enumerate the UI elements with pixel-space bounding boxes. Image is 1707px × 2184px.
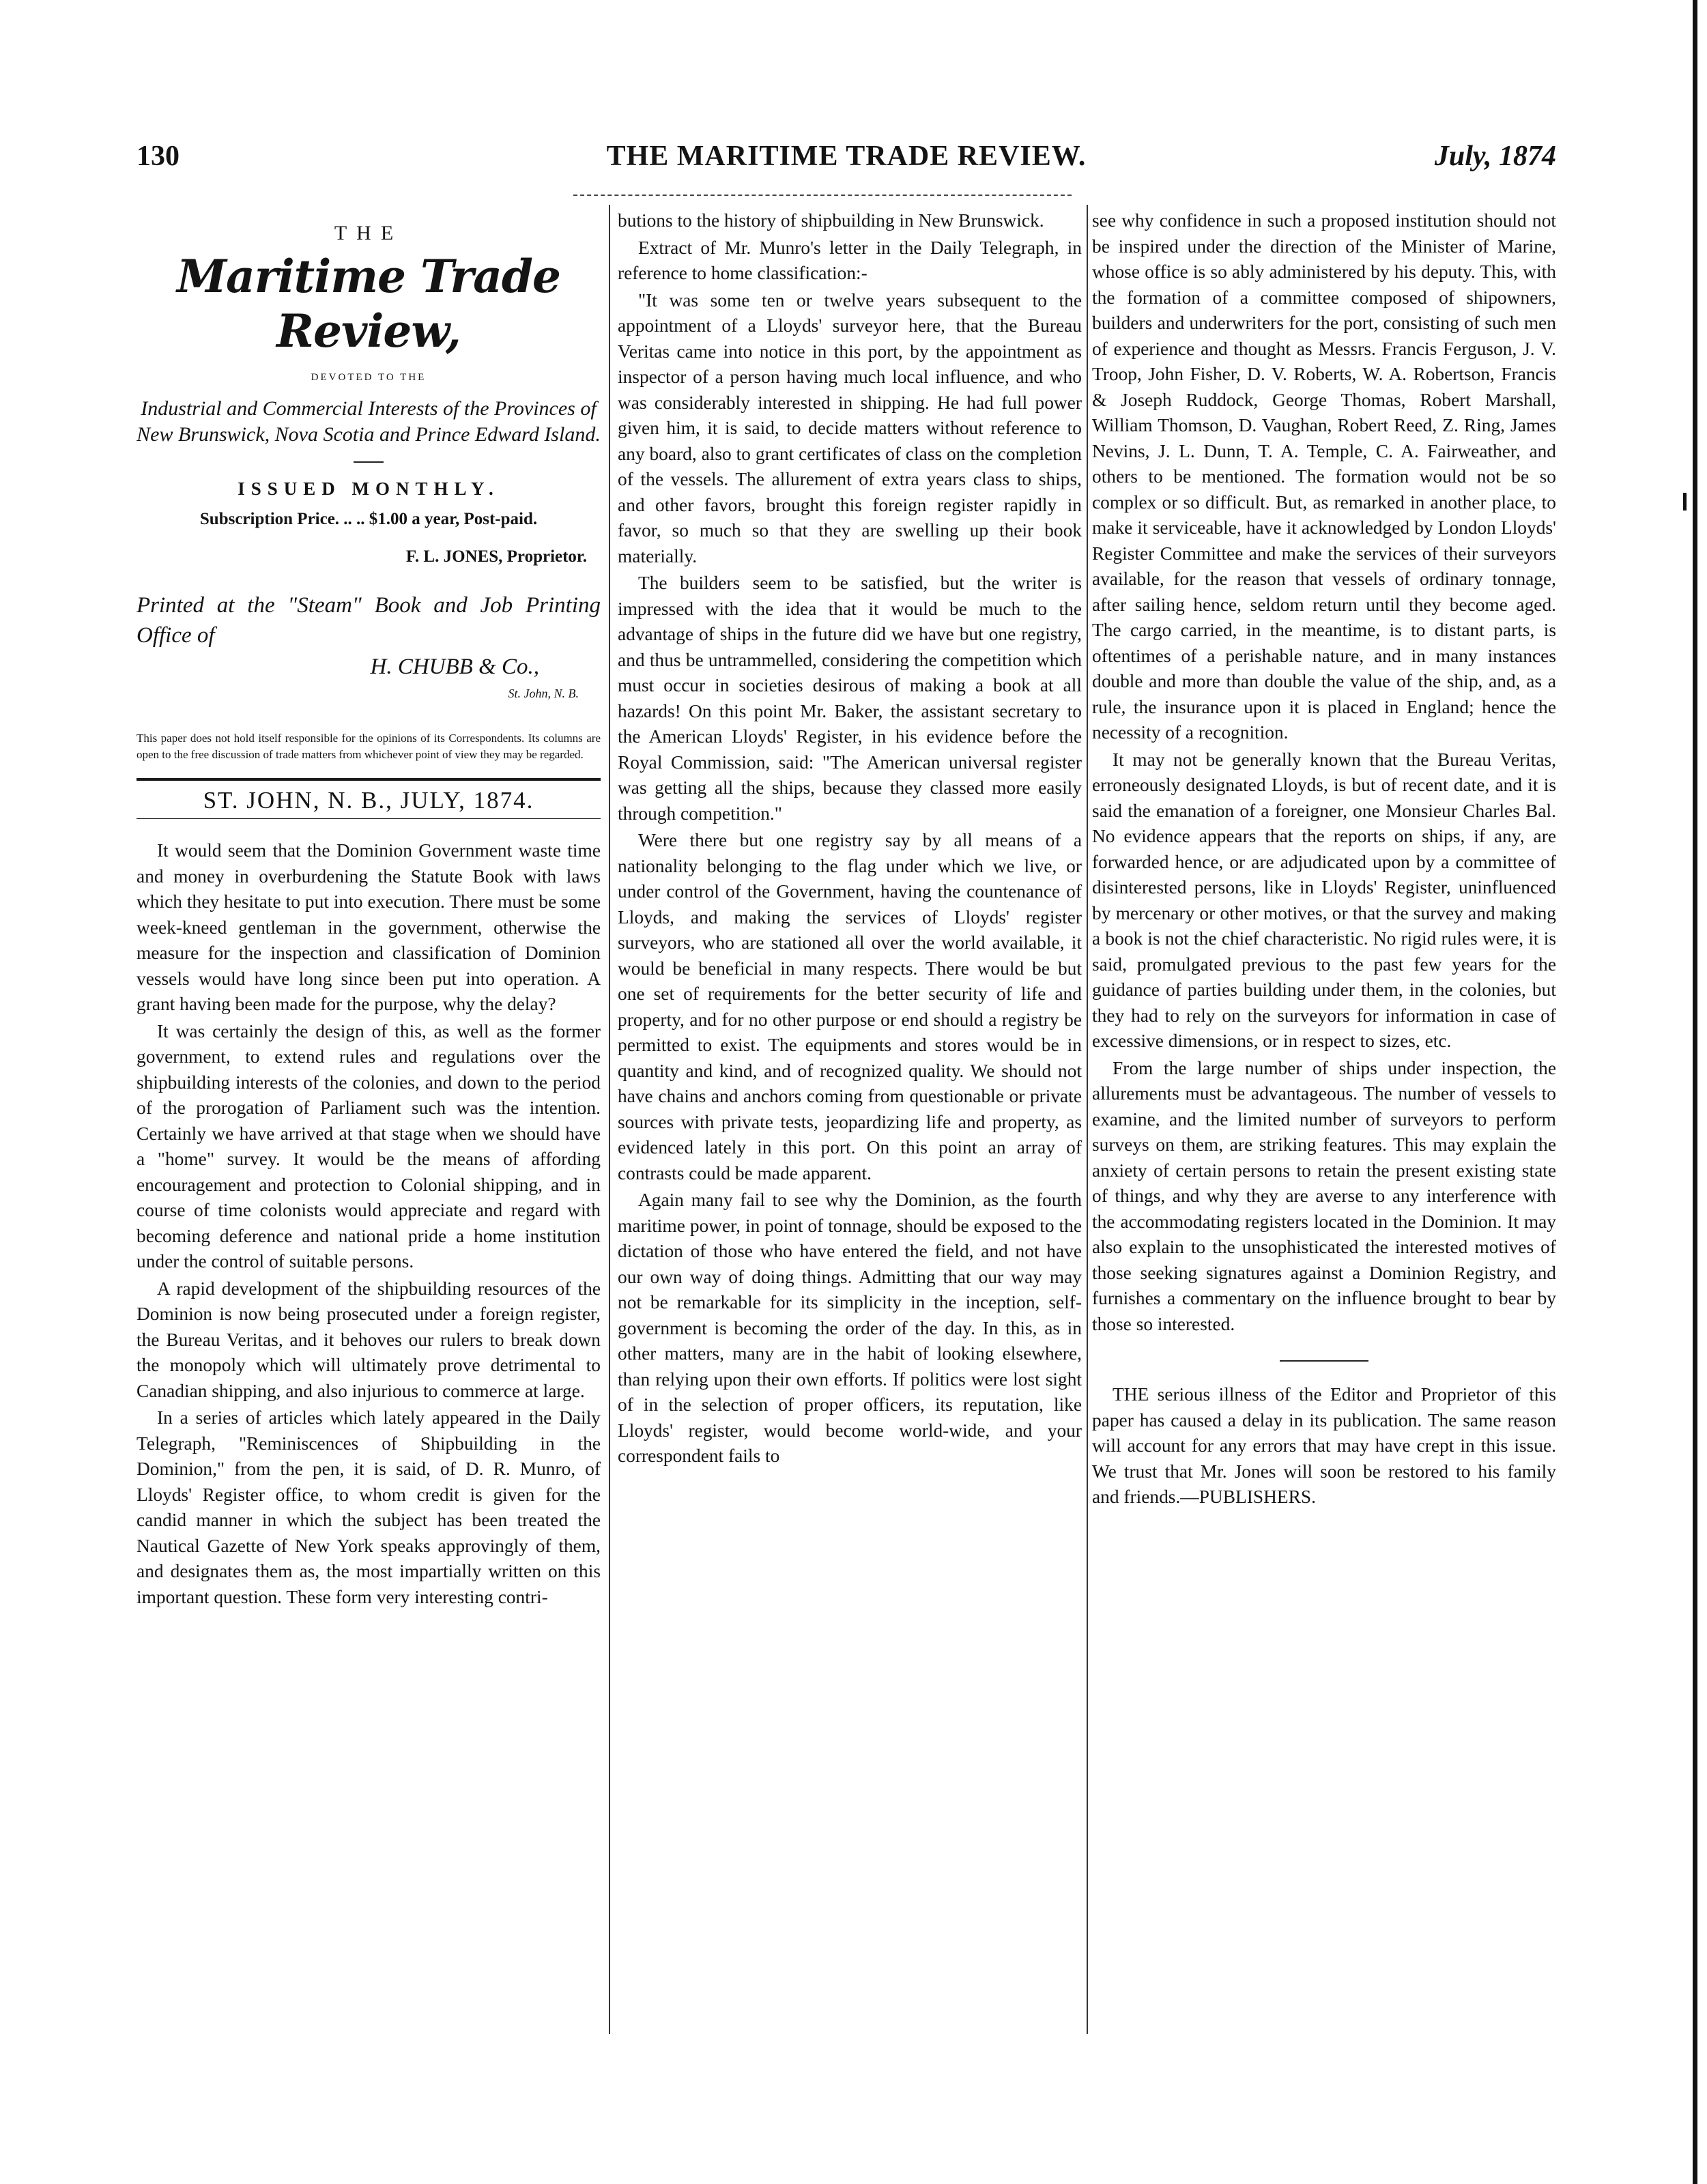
scan-edge-bar (1693, 0, 1697, 2184)
masthead-rule (354, 461, 384, 463)
issue-date: July, 1874 (1434, 141, 1556, 172)
article-paragraph: butions to the history of shipbuilding in New Brunswick. (618, 210, 1044, 231)
article-quote: "It was some ten or twelve years subsequent to the appointment of a Lloyds' surveyor here, that the Bureau Veritas came into notice in this port, by the appointment as inspector of a person having much local influence, and who was considerably interested in shipping. He had full power given him, it is said, to decide matters without reference to any board, also to grant certificates of class on the completion of the vessels. The allurement of extra years class to ships, and other favors, brought this foreign register rapidly in favor, so much so that they are swelling up their book materially. (618, 289, 1082, 566)
journal-title: THE MARITIME TRADE REVIEW. (606, 141, 1087, 172)
masthead (137, 220, 601, 570)
article-paragraph: It may not be generally known that the Bureau Veritas, erroneously designated Lloyds, is but of recent date, and it is said the emanation of a foreigner, one Monsieur Charles Bal. No evidence appears that the reports on ships, if any, are forwarded hence, or are adjudicated upon by a committee of disinterested persons, like in Lloyds' Register, uninfluenced by mercenary or other motives, or that the survey and making a book is not the chief characteristic. No rigid rules were, it is said, promulgated previous to the past few years for the guidance of parties building under them, in the colonies, but they had to rely on the surveyors for information in case of excessive dimensions, or in respect to sizes, etc. (1092, 749, 1556, 1051)
article-paragraph: Extract of Mr. Munro's letter in the Daily Telegraph, in reference to home classification:- (618, 237, 1082, 283)
masthead-issued: ISSUED MONTHLY. (238, 478, 500, 499)
masthead-the: THE (334, 222, 403, 244)
column-middle (618, 208, 1082, 2037)
printer-name: H. CHUBB & Co., (370, 654, 539, 679)
column-left (137, 208, 601, 2037)
article-paragraph: In a series of articles which lately appeared in the Daily Telegraph, "Reminiscences of Shipbuilding in the Dominion," from the pen, it is said, of D. R. Munro, of Lloyds' Register office, to whom credit is given for the candid manner in which the subject has been treated the Nautical Gazette of New York speaks approvingly of them, and designates them as, the most impartially written on this important question. These form very interesting contri- (137, 1407, 601, 1607)
running-header (137, 140, 1556, 188)
dateline: ST. JOHN, N. B., JULY, 1874. (203, 786, 534, 814)
page-number: 130 (137, 141, 180, 172)
publishers-notice: THE serious illness of the Editor and Proprietor of this paper has caused a delay in its publication. The same reason will account for any errors that may have crept in this issue. We trust that Mr. Jones will soon be restored to his family and friends.—PUBLISHERS. (1092, 1384, 1556, 1507)
article-paragraph: From the large number of ships under inspection, the allurements must be advantageous. The number of vessels to examine, and the limited number of surveyors to perform surveys on them, are striking features. This may explain the anxiety of certain persons to retain the present existing state of things, and why they are averse to any interference with the accommodating registers located in the Dominion. It may also explain to the unsophisticated the interested motives of those seeking signatures against a Dominion Registry, and furnishes a commentary on the influence brought to bear by those so interested. (1092, 1057, 1556, 1334)
scan-edge-mark (1683, 493, 1687, 511)
masthead-price: Subscription Price. .. .. $1.00 a year, Post-paid. (199, 509, 538, 528)
dateline-rule (137, 778, 601, 781)
article-paragraph: It was certainly the design of this, as well as the former government, to extend rules and regulations over the shipbuilding interests of the colonies, and down to the period of the prorogation of Parliament such was the intention. Certainly we have arrived at that stage when we should have a "home" survey. It would be the means of affording encouragement and protection to Colonial shipping, and in course of time colonists would appreciate and regard with becoming deference and national pride a home institution under the control of suitable persons. (137, 1020, 601, 1271)
masthead-name: Maritime Trade Review, (176, 249, 561, 358)
article-paragraph: A rapid development of the shipbuilding resources of the Dominion is now being prosecuted under a foreign register, the Bureau Veritas, and it behoves our rulers to break down the monopoly which will ultimately prove detrimental to Canadian shipping, and also injurious to commerce at large. (137, 1278, 601, 1401)
article-paragraph: see why confidence in such a proposed institution should not be inspired under the direction of the Minister of Marine, whose office is so ably administered by his deputy. This, with the formation of a committee composed of shipowners, builders and underwriters for the port, consisting of such men of experience and thought as Messrs. Francis Ferguson, J. V. Troop, John Fisher, D. V. Roberts, W. A. Robertson, Francis & Joseph Ruddock, George Thomas, Robert Marshall, William Thomson, D. Vaughan, Robert Reed, Z. Ring, James Nevins, J. L. Dunn, T. A. Temple, C. A. Fairweather, and others to be mentioned. The formation would not be so complex or so difficult. But, as remarked in another place, to make it serviceable, have it acknowledged by London Lloyds' Register Committee and make the services of their surveyors available, for the reason that vessels of ordinary tonnage, after sailing hence, seldom return until they become aged. The cargo carried, in the meantime, is to distant parts, is oftentimes of a perishable nature, and in many instances double and more than double the value of the ship, and, as a rule, the insurance upon it is placed in England; hence the necessity of a recognition. (1092, 210, 1556, 743)
masthead-devoted: DEVOTED TO THE (311, 371, 427, 383)
disclaimer: This paper does not hold itself responsible for the opinions of its Correspondents. Its columns are open to the free discussion of trade matters from whichever point of view they may be regarded. (137, 731, 601, 761)
column-divider (1087, 205, 1088, 2034)
notice-rule (1280, 1360, 1368, 1362)
printer-city: St. John, N. B. (508, 687, 579, 700)
masthead-proprietor: F. L. JONES, Proprietor. (405, 547, 587, 566)
header-rule (573, 195, 1072, 196)
article-paragraph: It would seem that the Dominion Government waste time and money in overburdening the Statute Book with laws which they hesitate to put into execution. There must be some week-kneed gentleman in the government, otherwise the measure for the inspection and classification of Dominion vessels would have long since been put into operation. A grant having been made for the purpose, why the delay? (137, 840, 601, 1014)
printed-at: Printed at the "Steam" Book and Job Printing Office of (137, 592, 601, 648)
column-divider (609, 205, 610, 2034)
masthead-interests: Industrial and Commercial Interests of the Provinces of New Brunswick, Nova Scotia and Prince Edward Island. (137, 397, 601, 446)
article-paragraph: Again many fail to see why the Dominion, as the fourth maritime power, in point of tonnage, should be exposed to the dictation of those who have entered the field, and not have our own way of doing things. Admitting that our way may not be remarkable for its simplicity in the inception, self-government is becoming the order of the day. In this, as in other matters, many are in the habit of looking elsewhere, than relying upon their own efforts. If politics were lost sight of in the selection of proper officers, its reputation, like Lloyds' register, would become world-wide, and your correspondent fails to (618, 1190, 1082, 1466)
column-right (1092, 208, 1556, 2037)
article-paragraph: The builders seem to be satisfied, but the writer is impressed with the idea that it would be much to the advantage of ships in the future did we have but one registry, and thus be untrammelled, considering the competition which must occur in societies desirous of making a book at all hazards! On this point Mr. Baker, the assistant secretary to the American Lloyds' Register, in his evidence before the Royal Commission, said: "The American universal register was getting all the ships, because they classed more easily through competition." (618, 573, 1082, 824)
dateline-rule (137, 818, 601, 819)
article-paragraph: Were there but one registry say by all means of a nationality belonging to the flag under which we live, or under control of the Government, having the countenance of Lloyds, and making the services of Lloyds' register surveyors, who are stationed all over the world available, it would be beneficial in many respects. There would be but one set of requirements for the better security of life and property, and for no other purpose or end should a registry be permitted to exist. The equipments and stores would be in quantity and kind, and of recognized quality. We should not have chains and anchors coming from questionable or private sources with private tests, jeopardizing life and property, as evidenced lately in this port. On this point an array of contrasts could be made apparent. (618, 830, 1082, 1183)
